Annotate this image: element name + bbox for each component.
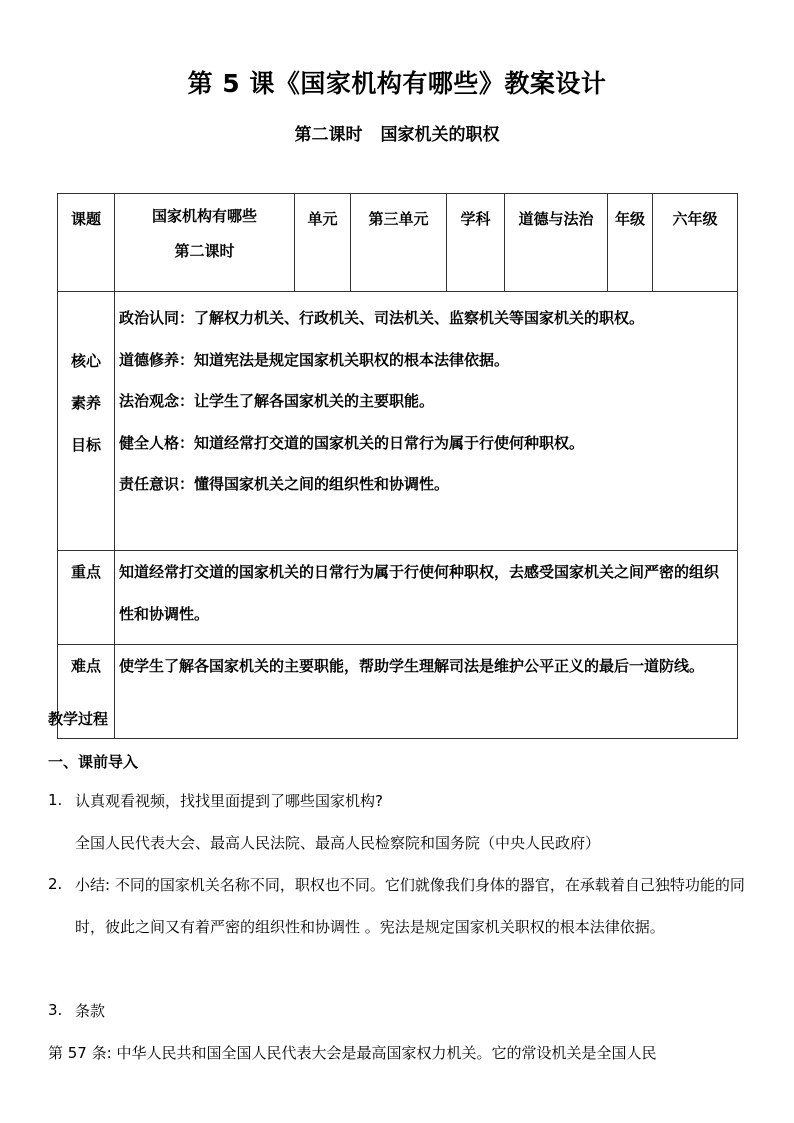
subtitle-lesson: 第二课时 (294, 125, 363, 145)
difficulty-row (58, 645, 738, 739)
core-label-line-1: 核心 (70, 352, 101, 370)
topic-line-2: 第二课时 (174, 242, 235, 260)
core-goal-law: 法治观念：让学生了解各国家机关的主要职能。 (119, 392, 435, 410)
difficulty-label: 难点 (58, 645, 115, 739)
core-label-line-2: 素养 (70, 394, 101, 412)
difficulty-text: 使学生了解各国家机关的主要职能，帮助学生理解司法是维护公平正义的最后一道防线。 (115, 645, 738, 739)
topic-label: 课题 (58, 194, 115, 292)
core-label-line-3: 目标 (70, 436, 101, 454)
core-goals-content (115, 292, 738, 551)
list-item-text: 认真观看视频，找找里面提到了哪些国家机构? (75, 792, 383, 810)
unit-value: 第三单元 (351, 194, 447, 292)
unit-label: 单元 (295, 194, 351, 292)
grade-value: 六年级 (653, 194, 738, 292)
subject-value: 道德与法治 (505, 194, 608, 292)
list-number: 3. (48, 1001, 63, 1019)
process-heading: 教学过程 (48, 710, 109, 728)
list-item-text: 小结: 不同的国家机关名称不同，职权也不同。它们就像我们身体的器官，在承载着自己独特功能的同时，彼此之间又有着严密的组织性和协调性 。宪法是规定国家机关职权的根本法律依据。 (75, 876, 745, 936)
core-goal-personality: 健全人格：知道经常打交道的国家机关的日常行为属于行使何种职权。 (119, 433, 585, 452)
article-text: 第 57 条: 中华人民共和国全国人民代表大会是最高国家权力机关。它的常设机关是全国人民 (48, 1044, 657, 1062)
core-goal-responsibility: 责任意识：懂得国家机关之间的组织性和协调性。 (119, 475, 450, 493)
key-point-label: 重点 (58, 551, 115, 645)
list-item-text: 条款 (75, 1002, 106, 1020)
core-goal-moral: 道德修养：知道宪法是规定国家机关职权的根本法律依据。 (119, 350, 510, 369)
core-goals-label (58, 292, 115, 551)
document-subtitle (0, 120, 794, 145)
table-header-row (58, 194, 738, 292)
list-number: 2. (48, 875, 63, 893)
topic-line-1: 国家机构有哪些 (151, 207, 257, 225)
key-point-text: 知道经常打交道的国家机关的日常行为属于行使何种职权，去感受国家机关之间严密的组织性和协调性。 (115, 551, 738, 645)
lesson-info-table (57, 193, 738, 739)
subtitle-topic: 国家机关的职权 (380, 125, 500, 145)
core-goals-row (58, 292, 738, 551)
section-heading-intro: 一、课前导入 (48, 753, 139, 771)
list-item-3 (48, 990, 748, 1032)
core-goal-political: 政治认同：了解权力机关、行政机关、司法机关、监察机关等国家机关的职权。 (119, 309, 645, 327)
document-title: 第 5 课《国家机构有哪些》教案设计 (187, 69, 607, 98)
key-point-row (58, 551, 738, 645)
grade-label: 年级 (608, 194, 653, 292)
list-number: 1. (48, 791, 63, 809)
topic-value (115, 194, 295, 292)
list-item-1 (48, 780, 748, 864)
subject-label: 学科 (447, 194, 505, 292)
list-item-2 (48, 864, 748, 948)
list-item-answer: 全国人民代表大会、最高人民法院、最高人民检察院和国务院（中央人民政府） (75, 834, 601, 852)
